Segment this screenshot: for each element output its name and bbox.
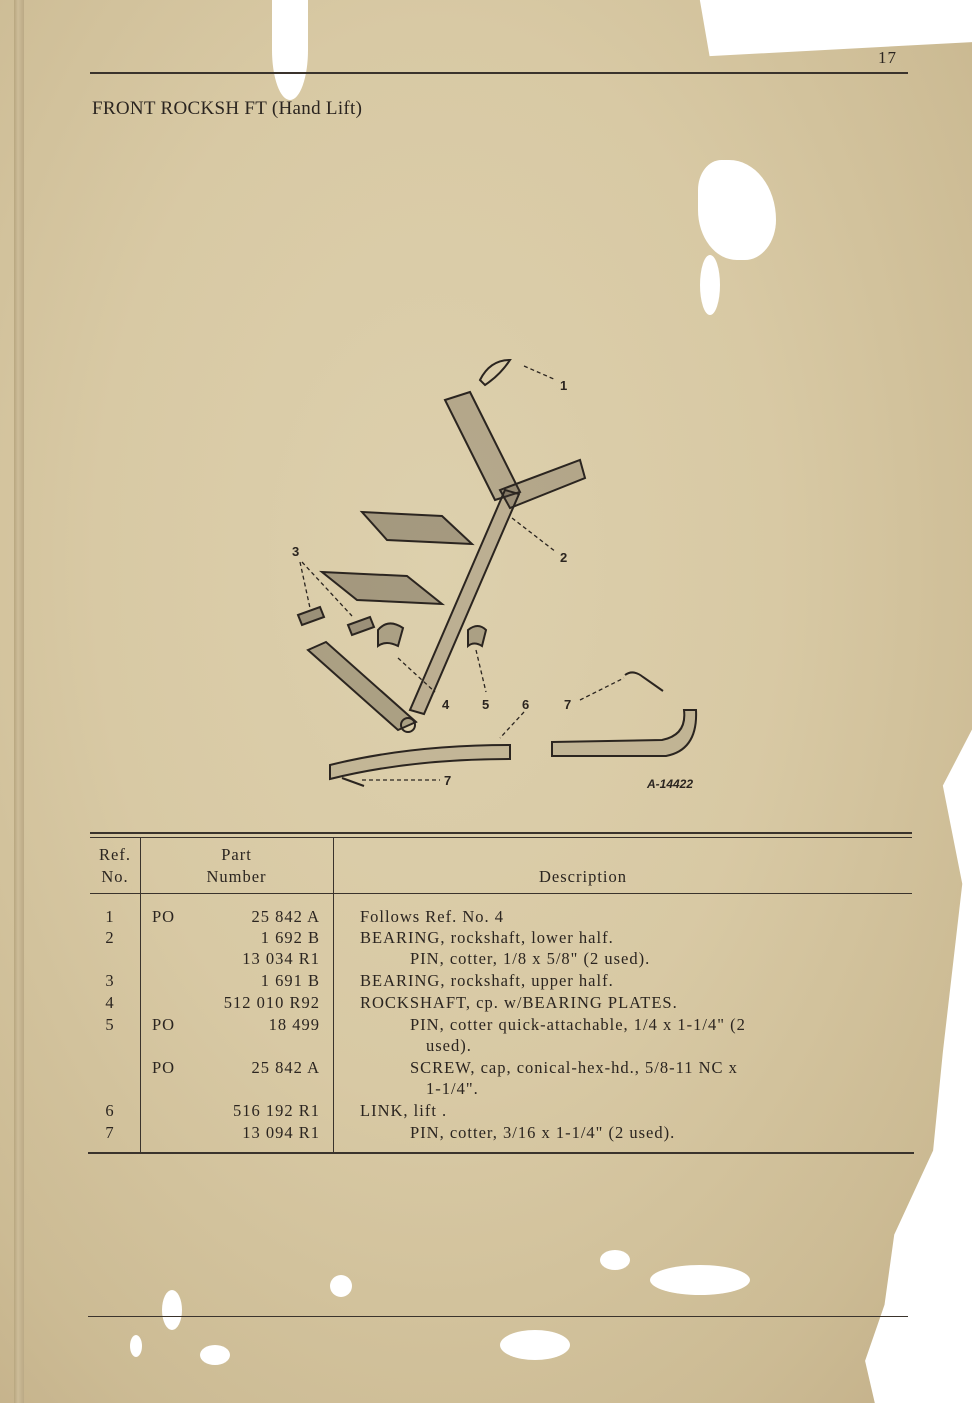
callout-7a: 7 — [564, 697, 572, 712]
row-description: PIN, cotter quick-attachable, 1/4 x 1-1/4" (2 — [410, 1015, 746, 1034]
header-ref — [90, 844, 140, 888]
row-description: PIN, cotter, 1/8 x 5/8" (2 used). — [410, 949, 651, 968]
row-description-cont: 1-1/4". — [426, 1079, 479, 1098]
header-rule — [90, 893, 912, 894]
cotter-pin-bottom — [342, 778, 364, 786]
row-description: ROCKSHAFT, cp. w/BEARING PLATES. — [360, 993, 678, 1012]
header-description: Description — [539, 867, 627, 886]
top-rule — [90, 72, 908, 74]
bearing-lower-half — [378, 623, 403, 646]
tear-hole — [162, 1290, 182, 1330]
tear-hole — [130, 1335, 142, 1357]
cap-screw-2 — [348, 617, 374, 635]
tear-hole — [600, 1250, 630, 1270]
row-description: SCREW, cap, conical-hex-hd., 5/8-11 NC x — [410, 1058, 738, 1077]
row-part-number: 1 691 B — [260, 971, 320, 990]
upper-arm — [445, 392, 520, 500]
page-title: FRONT ROCKSH FT (Hand Lift) — [92, 98, 363, 119]
row-part-number: 1 692 B — [260, 928, 320, 947]
lower-arm — [308, 642, 416, 730]
row-prefix: PO — [152, 907, 176, 926]
callout-2: 4 — [442, 697, 450, 712]
header-ref-line1: Ref. — [99, 845, 131, 864]
figure-id: A-14422 — [647, 777, 694, 791]
row-ref: 1 — [105, 907, 115, 926]
tear-hole — [700, 255, 720, 315]
tear-hole — [500, 1330, 570, 1360]
page-binding — [14, 0, 24, 1403]
callout-1: 3 — [292, 544, 300, 559]
rockshaft-diagram — [280, 340, 720, 810]
row-part-number: 25 842 A — [251, 907, 320, 926]
bearing-upper-half — [468, 626, 486, 646]
header-part-line2: Number — [206, 867, 267, 886]
row-prefix: PO — [152, 1058, 176, 1077]
row-description: PIN, cotter, 3/16 x 1-1/4" (2 used). — [410, 1123, 676, 1142]
row-description: BEARING, rockshaft, lower half. — [360, 928, 614, 947]
header-part — [140, 844, 333, 888]
callout-6: 6 — [522, 697, 530, 712]
row-description: BEARING, rockshaft, upper half. — [360, 971, 614, 990]
row-prefix: PO — [152, 1015, 176, 1034]
row-ref: 2 — [105, 928, 115, 947]
callout-3: 5 — [482, 697, 490, 712]
row-part-number: 13 034 R1 — [242, 949, 320, 968]
row-ref: 3 — [105, 971, 115, 990]
row-part-number: 516 192 R1 — [232, 1101, 320, 1120]
lift-link-end — [552, 710, 696, 756]
header-ref-line2: No. — [101, 867, 129, 886]
cap-screw-1 — [298, 607, 324, 625]
page-number: 17 — [878, 48, 897, 67]
cotter-pin-top — [480, 360, 510, 385]
row-part-number: 512 010 R92 — [223, 993, 320, 1012]
row-part-number: 25 842 A — [251, 1058, 320, 1077]
table-top-rule-2 — [90, 837, 912, 838]
tear-hole — [330, 1275, 352, 1297]
tear-hole — [200, 1345, 230, 1365]
bearing-plate-lower — [322, 572, 442, 604]
row-description-cont: used). — [426, 1036, 472, 1055]
row-ref: 5 — [105, 1015, 115, 1034]
row-description: LINK, lift . — [360, 1101, 448, 1120]
row-ref: 7 — [105, 1123, 115, 1142]
header-part-line1: Part — [221, 845, 252, 864]
table-top-rule — [90, 832, 912, 834]
callout-4: 2 — [560, 550, 568, 565]
row-ref: 6 — [105, 1101, 115, 1120]
cotter-pin-right — [625, 672, 663, 691]
callout-7b: 7 — [444, 773, 452, 788]
lift-link — [330, 745, 510, 779]
tear-hole — [650, 1265, 750, 1295]
row-part-number: 18 499 — [268, 1015, 320, 1034]
bottom-rule — [88, 1316, 908, 1317]
tear-hole — [272, 0, 308, 100]
table-bottom-rule — [88, 1152, 914, 1154]
row-ref: 4 — [105, 993, 115, 1012]
parts-table — [90, 832, 912, 1154]
bearing-plate-upper — [362, 512, 472, 544]
callout-5: 1 — [560, 378, 568, 393]
row-description: Follows Ref. No. 4 — [360, 907, 505, 926]
row-part-number: 13 094 R1 — [242, 1123, 320, 1142]
